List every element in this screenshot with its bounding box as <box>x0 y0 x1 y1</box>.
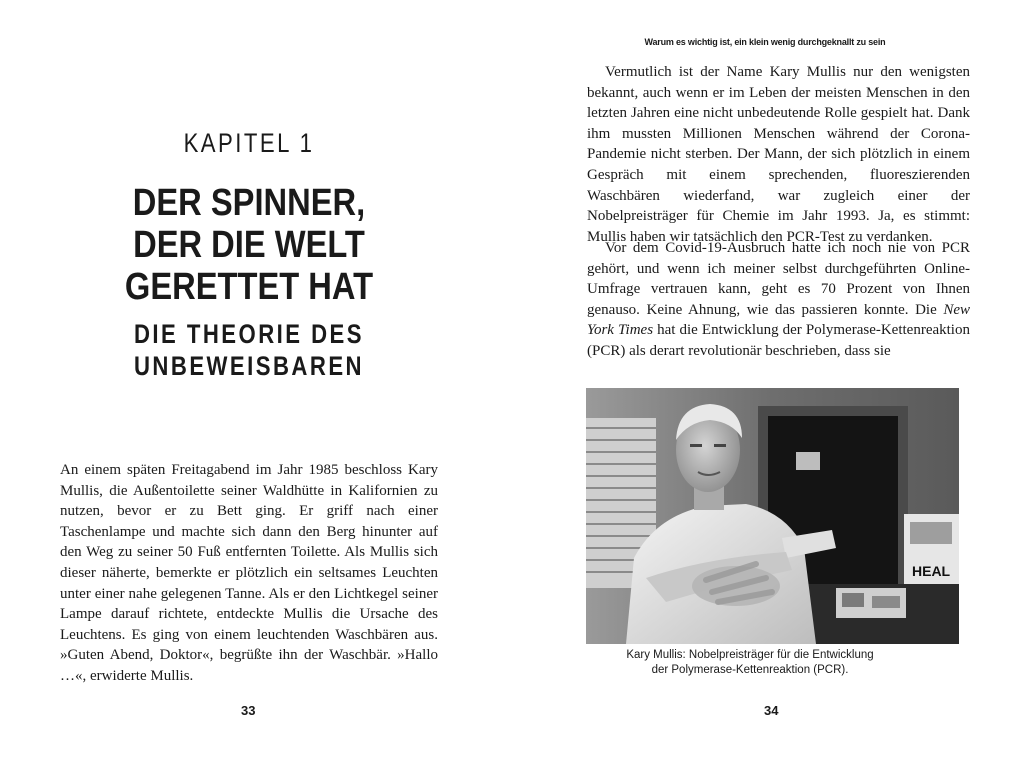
chapter-title-line: DER SPINNER, <box>132 182 366 224</box>
sign-text: HEAL <box>912 563 951 579</box>
chapter-subtitle <box>94 318 404 382</box>
body-paragraph: An einem späten Freitagabend im Jahr 1985 beschloss Kary Mullis, die Außentoilette seiner Waldhütte in Kalifornien zu nutzen, bevor er zu Bett ging. Er griff nach einer Taschenlampe und machte sich dann den Berg hinunter auf den Weg zu seiner 50 Fuß entfernten Toilette. Als Mullis sich dieser näherte, bemerkte er plötzlich ein seltsames Leuchten unter einer nahe gelegenen Tanne. Als er den Lichtkegel seiner Lampe darauf richtete, entdeckte Mullis die Ursache des Leuchtens. Es ging von einem leuchtenden Waschbären aus. »Guten Abend, Doktor«, begrüßte ihn der Waschbär. »Hallo …«, erwiderte Mullis. <box>60 462 438 684</box>
chapter-subtitle-line: UNBEWEISBAREN <box>133 351 365 381</box>
chapter-title-line: DER DIE WELT <box>133 224 365 266</box>
photo-illustration <box>586 388 959 644</box>
page-number: 34 <box>764 703 779 718</box>
paragraph-text: Vor dem Covid-19-Ausbruch hatte ich noch nie von PCR gehört, und wenn ich meiner selbst durchgeführten Online-Umfrage vertrauen kann, geht es 70 Prozent von Ihnen genauso. Keine Ahnung, wie das passieren konnte. Die <box>587 240 970 318</box>
chapter-title-line: GERETTET HAT <box>124 266 374 308</box>
paragraph-text: hat die Entwicklung der Polymerase-Kettenreaktion (PCR) als derart revolutionär beschrieben, dass sie <box>587 322 970 359</box>
caption-line: Kary Mullis: Nobelpreisträger für die Entwicklung <box>626 649 874 661</box>
portrait-photo <box>586 388 959 644</box>
chapter-subtitle-line: DIE THEORIE DES <box>133 319 365 349</box>
chapter-label: KAPITEL 1 <box>183 128 315 158</box>
caption-line: der Polymerase-Kettenreaktion (PCR). <box>651 664 849 676</box>
publication-title: New York Times <box>587 301 970 339</box>
chapter-title <box>86 182 411 308</box>
photo-caption <box>550 648 950 678</box>
page-number: 33 <box>241 703 256 718</box>
body-paragraph <box>587 238 970 362</box>
right-page <box>510 0 1020 779</box>
running-head: Warum es wichtig ist, ein klein wenig durchgeknallt zu sein <box>644 37 886 47</box>
body-paragraph: Vermutlich ist der Name Kary Mullis nur den wenigsten bekannt, auch wenn er im Leben der meisten Menschen in den letzten Jahren eine nicht unbedeutende Rolle gespielt hat. Dank ihm mussten Millionen Menschen während der Corona-Pandemie nicht sterben. Der Mann, der sich plötzlich in einem Gespräch mit einem sprechenden, fluoreszierenden Waschbären wiederfand, war zugleich einer der Nobelpreisträger für Chemie im Jahr 1993. Ja, es stimmt: Mullis haben wir tatsächlich den PCR-Test zu verdanken. <box>587 64 970 245</box>
